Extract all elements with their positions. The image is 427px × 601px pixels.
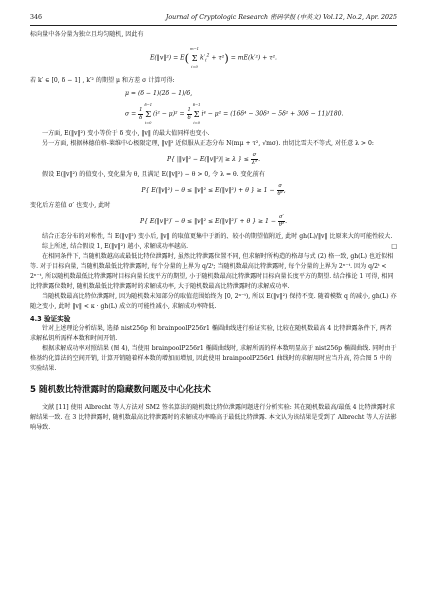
paragraph-9: 在相同条件下, 当随机数越高或最低比特位泄露时, 虽然比特泄露位置不同, 但求解时所构造的格却与式 (2) 格一致, gh(L) 也近似相等. 对于目标向量, 当随机数最低比特泄露时, 每个分量的上界为 q/2ᵗ; 当随机数最高比特泄露时, 每个分量的上界为 2ⁿ⁻ᵗ. 因为 q/2ᵗ < 2ⁿ⁻ᵗ, 所以随机数最低比特泄露时目标向量长度平方的期望, 小于随机数最高比特泄露时目标向量长度平方的期望. 结合推论 1 可得, 相同比特泄露位数时, 随机数最低比特泄露时的求解成功率, 大于随机数最高比特泄露时的求解成功率. — [30, 253, 394, 290]
paragraph-3: 一方面, E(‖v‖²) 变小等价于 δ 变小, ‖v‖ 的最大值同样也变小. — [42, 130, 210, 137]
section-heading-4-3: 4.3 验证实验 — [30, 315, 71, 323]
header-rule — [30, 25, 397, 26]
page-body — [30, 30, 397, 433]
running-header — [30, 13, 397, 23]
paragraph-1: 标向量中各分量为独立且均匀随机, 因此有 — [30, 31, 144, 38]
qed-icon: □ — [391, 243, 397, 250]
equation-expected-norm: E(‖v‖²) = E(m−1 Σ $i=0k'_i^2 + \tau^2) = mE(k'^2) + \tau^2$. — [149, 47, 277, 69]
page-number: 346 — [30, 14, 43, 21]
journal-title: Journal of Cryptologic Research 密码学报 (中英文) Vol.12, No.2, Apr. 2025 — [165, 14, 397, 21]
paragraph-2: 若 k′ ∈ [0, δ − 1] , k′² 的期望 μ 和方差 σ 计算可得: — [30, 77, 175, 84]
paragraph-5: 假设 E(‖v‖²) 的值变小, 变化量为 θ, 且满足 E(‖v‖²) − θ > 0, 令 λ = θ. 变化前有 — [42, 171, 265, 178]
paragraph-10: 当随机数最高比特位泄露时, 因为随机数未知部分的取值范围始终为 [0, 2ⁿ⁻ᵗ), 所以 E(‖v‖²) 保持不变. 随着模数 q 的减小, gh(L) 亦随之变小, 此时 ‖v‖ < κ · gh(L) 成立的可能性减小, 求解成功率降低. — [30, 293, 397, 310]
paragraph-11: 针对上述理论分析结果, 选择 nist256p 和 brainpoolP256r1 椭圆曲线进行验证实验, 比较在随机数最高 4 比特泄露条件下, 两者求解私钥所需样本数和时间开销. — [30, 325, 392, 342]
paragraph-6: 变化后方差值 σ′ 也变小, 此时 — [30, 202, 111, 209]
equation-chebyshev: P{ |‖v‖² − E(‖v‖²)| ≥ λ } ≤ $\frac{\sigma}{\text{λ²}}$ . — [166, 152, 261, 166]
equation-sigma: σ = $\frac{1}{\delta}$ δ−1 Σ i=0(i² − μ)² = $\frac{1}{\delta}$ δ−1 Σ i=0i⁴ − μ² = (16δ⁴ − 30δ³ − 5δ² + 30δ − 11)/180. — [125, 103, 344, 125]
paragraph-7: 结合正态分布的对称性, 当 E(‖v‖²) 变小后, ‖v‖ 的取值更集中于新的、较小的期望值附近, 此时 gh(L)/‖v‖ 比原来大的可能性较大. — [42, 233, 393, 240]
paragraph-13: 文献 [11] 使用 Albrecht 等人方法对 SM2 签名算法的随机数比特位泄露问题进行分析实验: 其在随机数最高/最低 4 比特泄露时求解结果一致. 在 3 比特泄露时, 随机数最高比特泄露时的求解成功率略高于最低比特泄露. 本文认为该结果是受到了 Albrecht 等人方法影响导致. — [30, 404, 397, 431]
equation-after: P{ E(‖v‖²)′ − θ ≤ ‖v‖² ≤ E(‖v‖²)′ + θ } ≥ 1 − $\frac{\sigma'}{\text{θ²}}$ . — [139, 214, 288, 228]
paragraph-8 — [30, 242, 397, 252]
section-heading-5: 5 随机数比特泄露时的隐藏数问题及中心化技术 — [30, 385, 211, 395]
paragraph-4: 另一方面, 根据林德伯格-莱维中心极限定理, ‖v‖² 近似服从正态分布 N(mμ + τ², √mσ). 由切比雪夫不等式, 对任意 λ > 0: — [42, 140, 374, 147]
equation-mu: μ = (δ − 1)(2δ − 1)/6, — [125, 90, 193, 97]
conclusion-text: 综上所述, 结合假设 1, E(‖v‖²) 越小, 求解成功率越高. — [42, 243, 189, 250]
paragraph-12: 根据求解成功率对照结果 (图 4), 当使用 brainpoolP256r1 椭圆曲线时, 求解所需的样本数明显高于 nist256p 椭圆曲线. 同时由于格基约化算法的空间开销, 计算开销随着样本数的增加而增加, 因此使用 brainpoolP256r1 曲线时的求解用时应当升高, 符合图 5 中的实验结果. — [30, 345, 397, 372]
equation-before: P{ E(‖v‖²) − θ ≤ ‖v‖² ≤ E(‖v‖²) + θ } ≥ 1 − $\frac{\sigma}{\text{θ²}}$ , — [141, 183, 286, 197]
